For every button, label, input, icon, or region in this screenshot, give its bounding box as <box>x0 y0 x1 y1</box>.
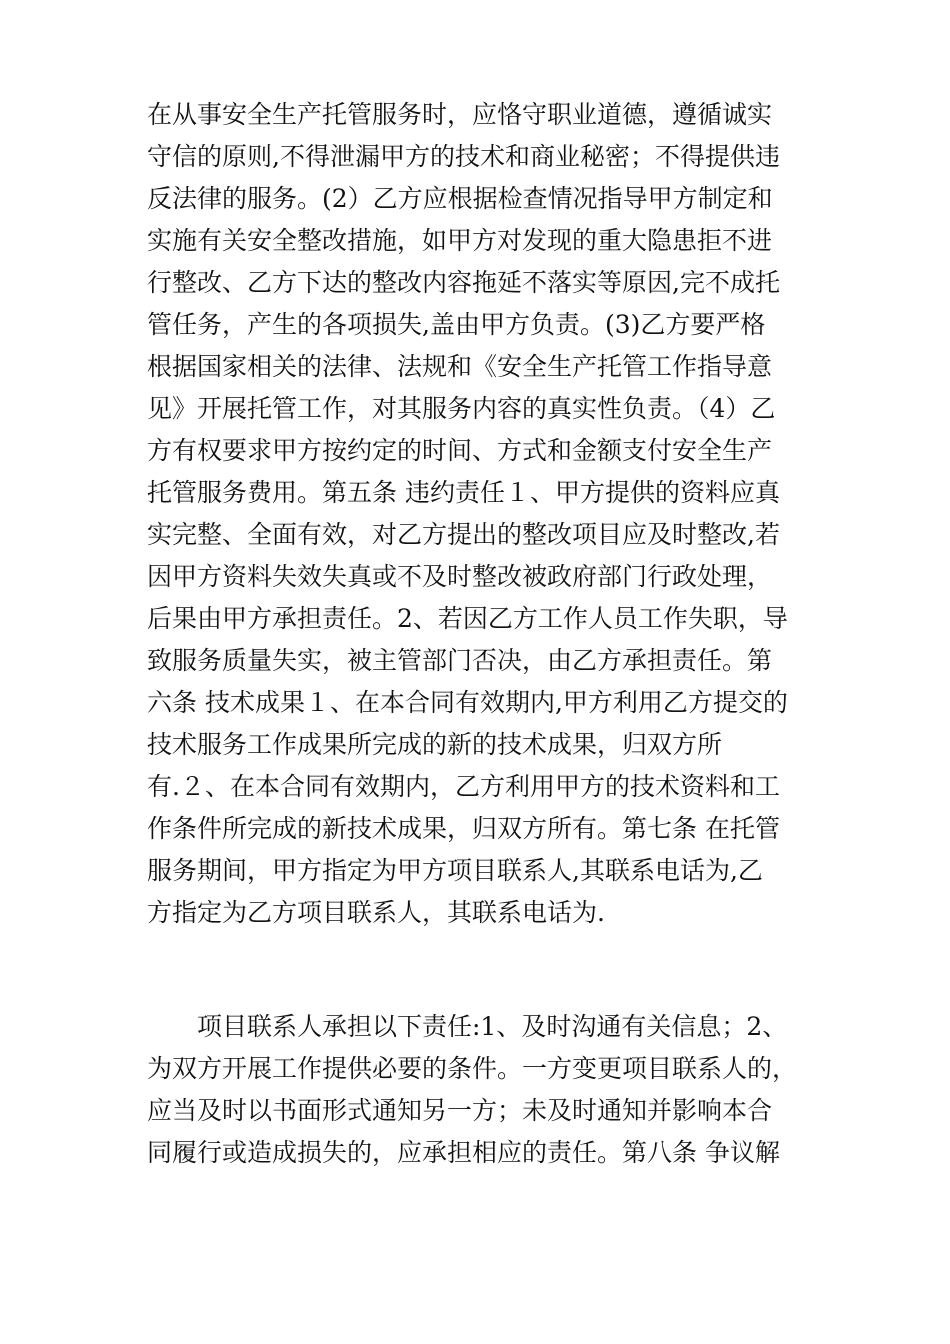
text-line: 在从事安全生产托管服务时，应恪守职业道德，遵循诚实 <box>147 100 773 129</box>
text-line: 服务期间，甲方指定为甲方项目联系人,其联系电话为,乙 <box>147 856 763 885</box>
body-paragraph-1 <box>147 94 807 934</box>
text-line: 托管服务费用。第五条 违约责任１、甲方提供的资料应真 <box>147 478 780 507</box>
body-paragraph-2 <box>147 1006 807 1174</box>
text-line: 行整改、乙方下达的整改内容拖延不落实等原因,完不成托 <box>147 268 780 297</box>
text-line: 守信的原则,不得泄漏甲方的技术和商业秘密；不得提供违 <box>147 142 780 171</box>
text-line: 为双方开展工作提供必要的条件。一方变更项目联系人的， <box>147 1054 798 1083</box>
text-line: 有.２、在本合同有效期内，乙方利用甲方的技术资料和工 <box>147 772 780 801</box>
text-line: 见》开展托管工作，对其服务内容的真实性负责。（4）乙 <box>147 394 776 423</box>
text-line: 六条 技术成果１、在本合同有效期内,甲方利用乙方提交的 <box>147 688 788 717</box>
text-line: 实施有关安全整改措施，如甲方对发现的重大隐患拒不进 <box>147 226 773 255</box>
text-line: 项目联系人承担以下责任:1、及时沟通有关信息；2、 <box>197 1012 788 1041</box>
text-line: 同履行或造成损失的，应承担相应的责任。第八条 争议解 <box>147 1138 780 1167</box>
text-line: 根据国家相关的法律、法规和《安全生产托管工作指导意 <box>147 352 773 381</box>
text-line: 后果由甲方承担责任。2、若因乙方工作人员工作失职，导 <box>147 604 788 633</box>
text-line: 致服务质量失实，被主管部门否决，由乙方承担责任。第 <box>147 646 773 675</box>
text-line: 作条件所完成的新技术成果，归双方所有。第七条 在托管 <box>147 814 780 843</box>
text-line: 技术服务工作成果所完成的新的技术成果，归双方所 <box>147 730 723 759</box>
text-line: 实完整、全面有效，对乙方提出的整改项目应及时整改,若 <box>147 520 780 549</box>
text-line: 应当及时以书面形式通知另一方；未及时通知并影响本合 <box>147 1096 773 1125</box>
text-line: 方指定为乙方项目联系人，其联系电话为. <box>147 898 605 927</box>
text-line: 方有权要求甲方按约定的时间、方式和金额支付安全生产 <box>147 436 773 465</box>
text-line: 反法律的服务。(2）乙方应根据检查情况指导甲方制定和 <box>147 184 773 213</box>
text-line: 因甲方资料失效失真或不及时整改被政府部门行政处理， <box>147 562 773 591</box>
text-line: 管任务，产生的各项损失,盖由甲方负责。(3)乙方要严格 <box>147 310 766 339</box>
